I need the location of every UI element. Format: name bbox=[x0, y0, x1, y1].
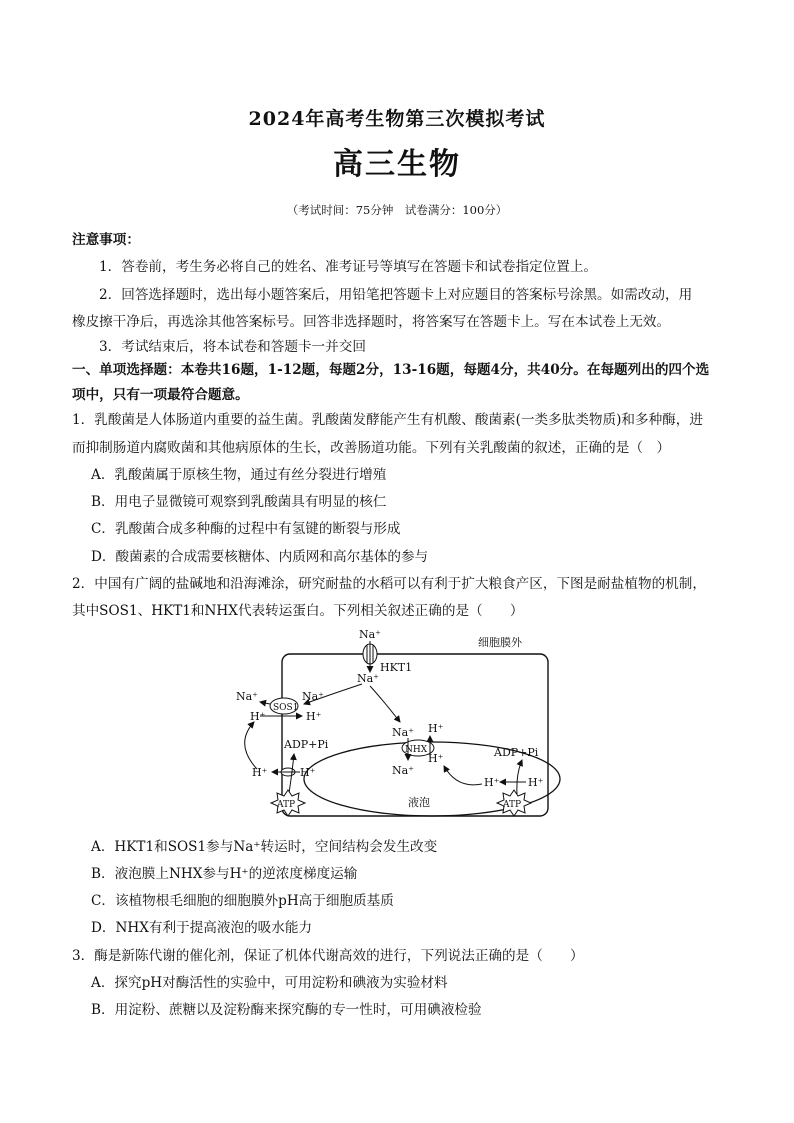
h-pump-in: H⁺ bbox=[300, 766, 316, 779]
note-item-2-cont: 橡皮擦干净后，再选涂其他答案标号。回答非选择题时，将答案写在答题卡上。写在本试卷上无效。 bbox=[72, 314, 671, 330]
sos1-label: SOS1 bbox=[273, 703, 299, 713]
section-heading: 一、单项选择题：本卷共16题，1-12题，每题2分，13-16题，每题4分，共40分。在每题列出的四个选 bbox=[72, 362, 710, 378]
atp-left: ATP bbox=[277, 800, 296, 810]
hkt1-label: HKT1 bbox=[380, 661, 413, 674]
q1-option-a: A．乳酸菌属于原核生物，通过有丝分裂进行增殖 bbox=[91, 467, 387, 483]
note-item-2: 2．回答选择题时，选出每小题答案后，用铅笔把答题卡上对应题目的答案标号涂黑。如需改动，用 bbox=[99, 287, 693, 303]
question-3-stem: 3．酶是新陈代谢的催化剂，保证了机体代谢高效的进行，下列说法正确的是（ ） bbox=[72, 948, 584, 964]
h-sos1-out: H⁺ bbox=[250, 710, 266, 723]
q1-option-c: C．乳酸菌合成多种酶的过程中有氢键的断裂与形成 bbox=[91, 521, 401, 537]
q3-option-b: B．用淀粉、蔗糖以及淀粉酶来探究酶的专一性时，可用碘液检验 bbox=[91, 1002, 482, 1018]
na-in-label: Na⁺ bbox=[357, 672, 379, 685]
na-sos1-in: Na⁺ bbox=[302, 690, 324, 703]
question-1-stem: 1．乳酸菌是人体肠道内重要的益生菌。乳酸菌发酵能产生有机酸、酸菌素(一类多肽类物质)和多种酶，进 bbox=[72, 412, 703, 428]
question-1-stem-cont: 而抑制肠道内腐败菌和其他病原体的生长，改善肠道功能。下列有关乳酸菌的叙述，正确的是（ ） bbox=[72, 440, 671, 456]
vacuole-label: 液泡 bbox=[408, 796, 430, 809]
adp-left: ADP+Pi bbox=[284, 738, 329, 751]
h-nhx-vac: H⁺ bbox=[428, 752, 444, 765]
note-item-3: 3．考试结束后，将本试卷和答题卡一并交回 bbox=[99, 339, 366, 355]
exam-title: 2024年高考生物第三次模拟考试 bbox=[248, 108, 546, 130]
h-sos1-in: H⁺ bbox=[306, 710, 322, 723]
cell-membrane bbox=[282, 654, 548, 816]
adp-right: ADP+Pi bbox=[494, 746, 539, 759]
h-cyto-pump: H⁺ bbox=[528, 776, 544, 789]
nhx-label: NHX bbox=[405, 745, 428, 755]
atp-right: ATP bbox=[503, 800, 522, 810]
q1-option-d: D．酸菌素的合成需要核糖体、内质网和高尔基体的参与 bbox=[91, 549, 429, 565]
notes-heading: 注意事项： bbox=[72, 232, 140, 248]
exam-info: （考试时间：75分钟 试卷满分：100分） bbox=[286, 203, 508, 217]
q2-option-a: A．HKT1和SOS1参与Na⁺转运时，空间结构会发生改变 bbox=[91, 839, 438, 855]
q2-option-c: C．该植物根毛细胞的细胞膜外pH高于细胞质基质 bbox=[91, 893, 394, 909]
h-pump-out: H⁺ bbox=[252, 766, 268, 779]
na-nhx-cyto: Na⁺ bbox=[392, 726, 414, 739]
h-nhx-cyto: H⁺ bbox=[428, 722, 444, 735]
section-heading-cont: 项中，只有一项最符合题意。 bbox=[72, 387, 249, 403]
q2-option-d: D．NHX有利于提高液泡的吸水能力 bbox=[91, 920, 313, 936]
note-item-1: 1．答卷前，考生务必将自己的姓名、准考证号等填写在答题卡和试卷指定位置上。 bbox=[99, 259, 598, 275]
subject-title: 高三生物 bbox=[333, 147, 461, 182]
question-2-stem: 2．中国有广阔的盐碱地和沿海滩涂，研究耐盐的水稻可以有利于扩大粮食产区，下图是耐盐植物的机制， bbox=[72, 576, 706, 592]
na-outside-label: Na⁺ bbox=[359, 628, 381, 641]
h-vac-pump: H⁺ bbox=[484, 776, 500, 789]
q3-option-a: A．探究pH对酶活性的实验中，可用淀粉和碘液为实验材料 bbox=[91, 975, 448, 991]
na-nhx-vac: Na⁺ bbox=[392, 764, 414, 777]
q1-option-b: B．用电子显微镜可观察到乳酸菌具有明显的核仁 bbox=[91, 494, 387, 510]
salt-tolerance-diagram bbox=[232, 624, 562, 824]
q2-option-b: B．液泡膜上NHX参与H⁺的逆浓度梯度运输 bbox=[91, 866, 358, 882]
na-sos1-out: Na⁺ bbox=[236, 690, 258, 703]
outside-label: 细胞膜外 bbox=[478, 636, 522, 649]
question-2-stem-cont: 其中SOS1、HKT1和NHX代表转运蛋白。下列相关叙述正确的是（ ） bbox=[72, 603, 524, 619]
